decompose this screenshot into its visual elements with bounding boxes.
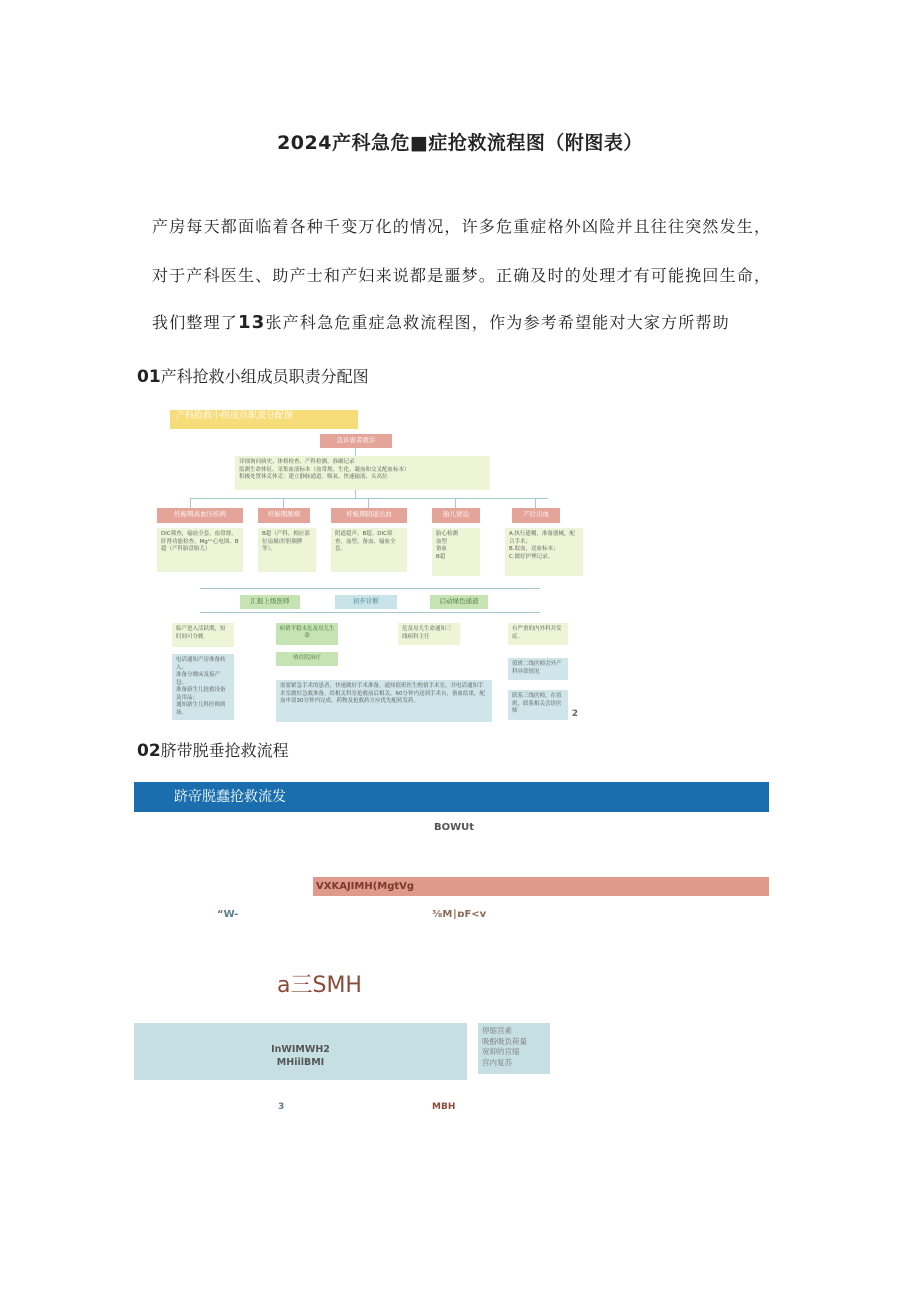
flowchart1-assess: 详细询问病史、体格检查、产科检测、准确记录 监测生命体征、采集血液标本（血常规、生化、凝血和交叉配血标本） 积极处置休克体克：建立静脉通道、吸氧、快速输液、头高位 [235,456,490,490]
category-sepsis: 妊娠期脓病 [258,508,310,523]
flowchart2-bottom-right: MBH [432,1102,456,1112]
page-title: 2024产科急危■症抢救流程图（附图表） [277,132,643,154]
action-report: 汇报上级医师 [240,595,300,609]
section-1-number: 01 [137,367,161,387]
teal-small-line-4: 宫内复苏 [482,1057,512,1067]
detail-pph: A.执行遗嘱，准备器械，配合手术； B.取血，送血标本； C.做好护理记录。 [505,528,583,576]
teal-small-line-3: 宽抑的宫缩 [482,1047,520,1056]
category-fetal-distress: 胎儿窘迫 [432,508,480,523]
intro-line-3 [152,310,792,333]
intro-line-3-post: 张产科急危重症急救流程图，作为参考希望能对大家方所帮助 [265,313,730,332]
col1-bottom: 电话通知产房准备转入； 准备分娩床及接产包； 准备新生儿抢救设备及用品； 通知新生儿科医师到场。 [172,654,234,720]
flowchart1-page-number: 2 [571,709,578,719]
teal-box-line-2: MHiilBMI [276,1057,325,1068]
intro-line-3-number: 13 [238,312,266,333]
flowchart2-teal-box [134,1023,467,1080]
col4-top: 有严重的内外科并发症。 [508,623,568,645]
flowchart2-text1: BOWUt [434,822,475,833]
section-2-title: 脐带脱垂抢救流程 [160,741,289,760]
action-diagnose: 初步诊断 [335,595,397,609]
col1-top: 临产进入活跃期，短时间可分娩 [172,623,234,647]
category-pph: 产后出血 [512,508,560,523]
flowchart2-teal-small [478,1023,550,1074]
category-bleeding: 妊娠期阴道出血 [331,508,407,523]
flowchart2-header: 跻帝脱蠢抢救流发 [134,782,769,812]
detail-sepsis: B超（产科、相应部位扇描/肝胆胰脾等）。 [258,528,316,572]
detail-hypertension: DIC筛查，输血全套、血常规、肝肾功能检查、Mg²⁺心电图、B超（产科胎盘胎儿） [157,528,243,572]
category-hypertension: 妊娠期高血压疾病 [157,508,243,523]
col2-top: 病情平稳未危及母儿生命 [276,623,338,645]
flowchart-obstetric-team [150,400,590,725]
col2-bottom: 需要紧急手术的患者，快速做好手术准备，通知值班医生酌情手术室，并电话通知手术室做好急救准备，给相关科室抢救前后相关，60分钟内送到手术台，备血结果，配血申请30分钟内完成，药物及抢救药方应优先配药发药。 [276,680,492,722]
col4-mid: 值班二线医师会外产科异常情况 [508,658,568,680]
detail-fetal-distress: 胎心检测 血型 备血 B超 [432,528,480,576]
section-2-number: 02 [137,741,161,761]
intro-line-1: 产房每天都面临着各种千变万化的情况，许多危重症格外凶险并且往往突然发生， [152,217,772,236]
flowchart2-salmon-bar: VXKAJIMH(MgtVg [313,877,769,896]
col4-bottom: 联系三线医师，在值班，联系相关会诊医师 [508,690,568,720]
teal-small-line-1: 停缩宫素 [482,1026,512,1035]
detail-bleeding: 阴道超声、B超、DIC筛查、血型、备血、输血全套。 [331,528,407,572]
action-green-channel: 启动绿色通道 [430,595,488,609]
flowchart2-big-label: a三SMH [277,973,362,998]
flowchart2-mid-label: ⅜M∣ɒF<v [432,909,487,920]
col3-top: 危及母儿生命通知三线病科主任 [398,623,460,645]
teal-small-line-2: 吸酚吸负荷量 [482,1036,527,1046]
flowchart2-bottom-left: 3 [278,1102,285,1112]
flowchart2-left-label: “W- [217,909,239,920]
flowchart1-header: 产科抢救小组成员职责分配图 [170,410,358,429]
teal-box-line-1: InWIMWH2 [271,1044,330,1055]
intro-line-3-pre: 我们整理了 [152,313,239,332]
section-1-title: 产科抢救小组成员职责分配图 [160,367,369,386]
section-1-heading [137,364,369,387]
intro-line-2: 对于产科医生、助产士和产妇来说都是噩梦。正确及时的处理才有可能挽回生命， [152,266,772,285]
section-2-heading [137,738,289,761]
col2-mid: 收住院治疗 [276,652,338,666]
flowchart1-top: 急诊患者就诊 [320,434,392,448]
